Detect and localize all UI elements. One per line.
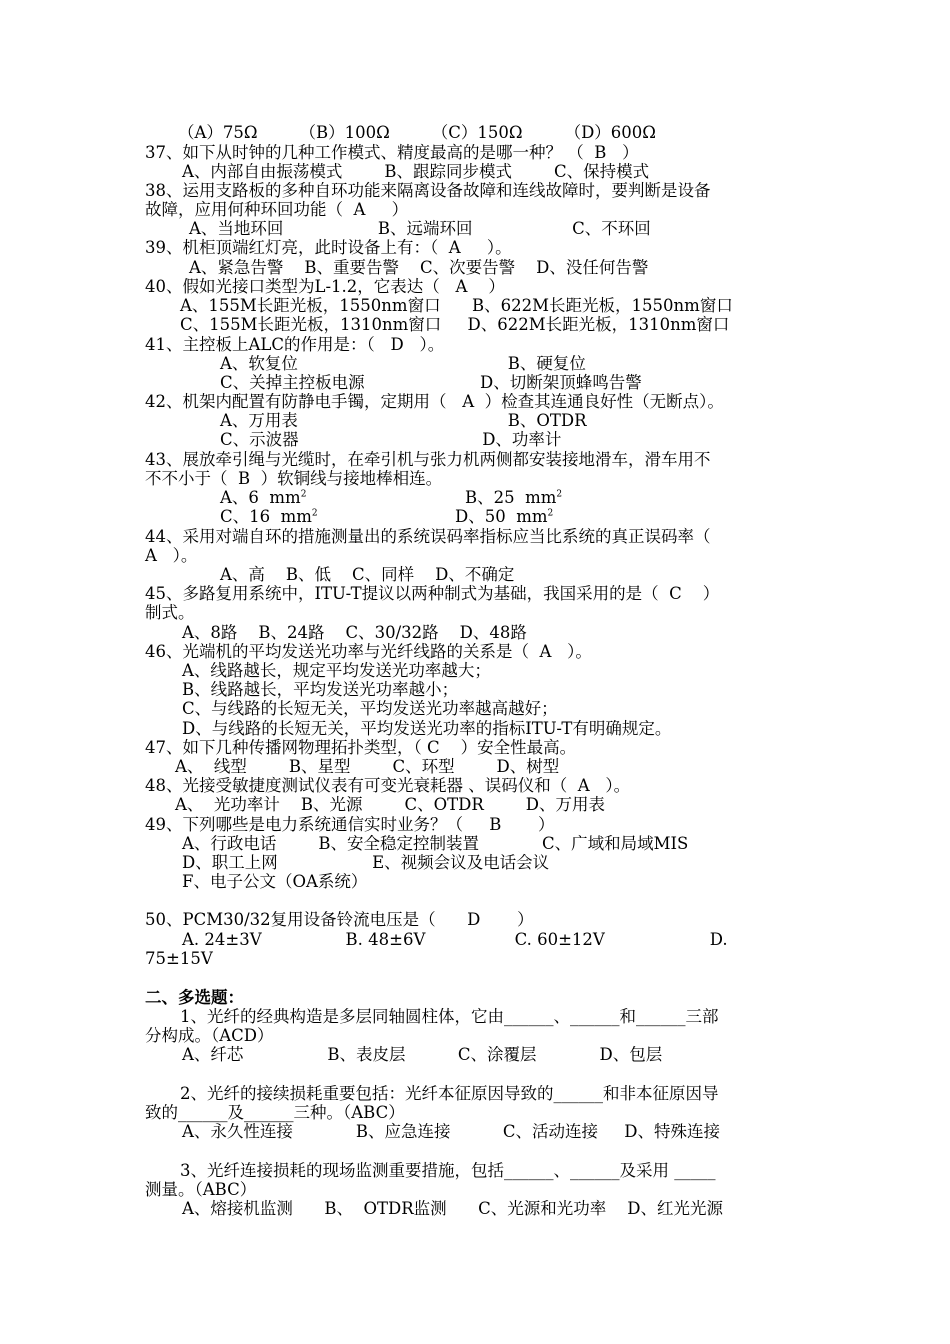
text-line: A、线路越长，规定平均发送光功率越大； [182, 661, 491, 680]
text-line: 致的______及______三种。（ABC） [145, 1103, 405, 1122]
text-line: D、与线路的长短无关，平均发送光功率的指标ITU-T有明确规定。 [182, 719, 672, 738]
multi-question-1: 1、光纤的经典构造是多层同轴圆柱体，它由______、______和______三部 [180, 1007, 719, 1026]
text-line: （A）75Ω （B）100Ω （C）150Ω （D）600Ω [178, 123, 656, 142]
question-39: 39、机柜顶端红灯亮，此时设备上有：（ A ）。 [145, 238, 512, 257]
text-line: C、155M长距光板，1310nm窗口 D、622M长距光板，1310nm窗口 [180, 315, 730, 334]
text-line: A ）。 [145, 546, 198, 565]
question-44: 44、采用对端自环的措施测量出的系统误码率指标应当比系统的真正误码率（ [145, 527, 711, 546]
question-45: 45、多路复用系统中，ITU-T提议以两种制式为基础，我国采用的是（ C ） [145, 584, 720, 603]
text-line: 测量。（ABC） [145, 1180, 257, 1199]
section-heading: 二、多选题： [145, 988, 244, 1007]
text-line: A、软复位 B、硬复位 [220, 354, 586, 373]
question-42: 42、机架内配置有防静电手镯，定期用（ A ）检查其连通良好性（无断点）。 [145, 392, 724, 411]
text-line: C、示波器 D、功率计 [220, 430, 562, 449]
text-line: B、线路越长，平均发送光功率越小； [182, 680, 459, 699]
option-c: C、16 $mm^2$ [220, 507, 318, 526]
option-a: A、6 $mm^2$ [220, 488, 307, 507]
text-line: A、高 B、低 C、同样 D、不确定 [220, 565, 515, 584]
text-line: C、与线路的长短无关，平均发送光功率越高越好； [182, 699, 558, 718]
text-line: A、万用表 B、OTDR [220, 411, 587, 430]
text-line: C、关掉主控板电源 D、切断架顶蜂鸣告警 [220, 373, 642, 392]
option-b: B、25 $mm^2$ [465, 488, 563, 507]
text-line: 制式。 [145, 603, 195, 622]
text-line: A、8路 B、24路 C、30/32路 D、48路 [182, 623, 527, 642]
text-line: 不不小于（ B ）软铜线与接地棒相连。 [145, 469, 443, 488]
multi-question-3: 3、光纤连接损耗的现场监测重要措施，包括______、______及采用 _____ [180, 1161, 716, 1180]
question-38: 38、运用支路板的多种自环功能来隔离设备故障和连线故障时，要判断是设备 [145, 181, 711, 200]
question-43: 43、展放牵引绳与光缆时，在牵引机与张力机两侧都安装接地滑车，滑车用不 [145, 450, 711, 469]
text-line: A、永久性连接 B、应急连接 C、活动连接 D、特殊连接 [182, 1122, 721, 1141]
text-line: A、行政电话 B、安全稳定控制装置 C、广域和局域MIS [182, 834, 689, 853]
text-line: A、纤芯 B、表皮层 C、涂覆层 D、包层 [182, 1045, 663, 1064]
text-line: 75±15V [145, 949, 213, 968]
text-line: A、当地环回 B、远端环回 C、不环回 [189, 219, 651, 238]
text-line: A、熔接机监测 B、 OTDR监测 C、光源和光功率 D、红光光源 [182, 1199, 723, 1218]
question-46: 46、光端机的平均发送光功率与光纤线路的关系是（ A ）。 [145, 642, 592, 661]
question-40: 40、假如光接口类型为L-1.2，它表达（ A ） [145, 277, 505, 296]
question-50: 50、PCM30/32复用设备铃流电压是（ D ） [145, 910, 534, 929]
text-line: D、职工上网 E、视频会议及电话会议 [182, 853, 550, 872]
question-37: 37、如下从时钟的几种工作模式、精度最高的是哪一种？ （ B ） [145, 143, 639, 162]
text-line: A、内部自由振荡模式 B、跟踪同步模式 C、保持模式 [182, 162, 650, 181]
question-49: 49、下列哪些是电力系统通信实时业务？（ B ） [145, 815, 555, 834]
text-line: F、电子公文（OA系统） [182, 872, 368, 891]
question-41: 41、主控板上ALC的作用是：（ D ）。 [145, 335, 445, 354]
text-line: 故障，应用何种环回功能（ A ） [145, 200, 409, 219]
question-47: 47、如下几种传播网物理拓扑类型，（ C ）安全性最高。 [145, 738, 577, 757]
question-48: 48、光接受敏捷度测试仪表有可变光衰耗器 、误码仪和（ A ）。 [145, 776, 631, 795]
text-line: 分构成。（ACD） [145, 1026, 274, 1045]
option-d: D、50 $mm^2$ [455, 507, 554, 526]
text-line: A. 24±3V B. 48±6V C. 60±12V D. [182, 930, 728, 949]
text-line: A、 光功率计 B、光源 C、OTDR D、万用表 [175, 795, 605, 814]
text-line: A、155M长距光板，1550nm窗口 B、622M长距光板，1550nm窗口 [180, 296, 733, 315]
text-line: A、紧急告警 B、重要告警 C、次要告警 D、没任何告警 [189, 258, 649, 277]
multi-question-2: 2、光纤的接续损耗重要包括：光纤本征原因导致的______和非本征原因导 [180, 1084, 719, 1103]
text-line: A、 线型 B、星型 C、环型 D、树型 [175, 757, 560, 776]
